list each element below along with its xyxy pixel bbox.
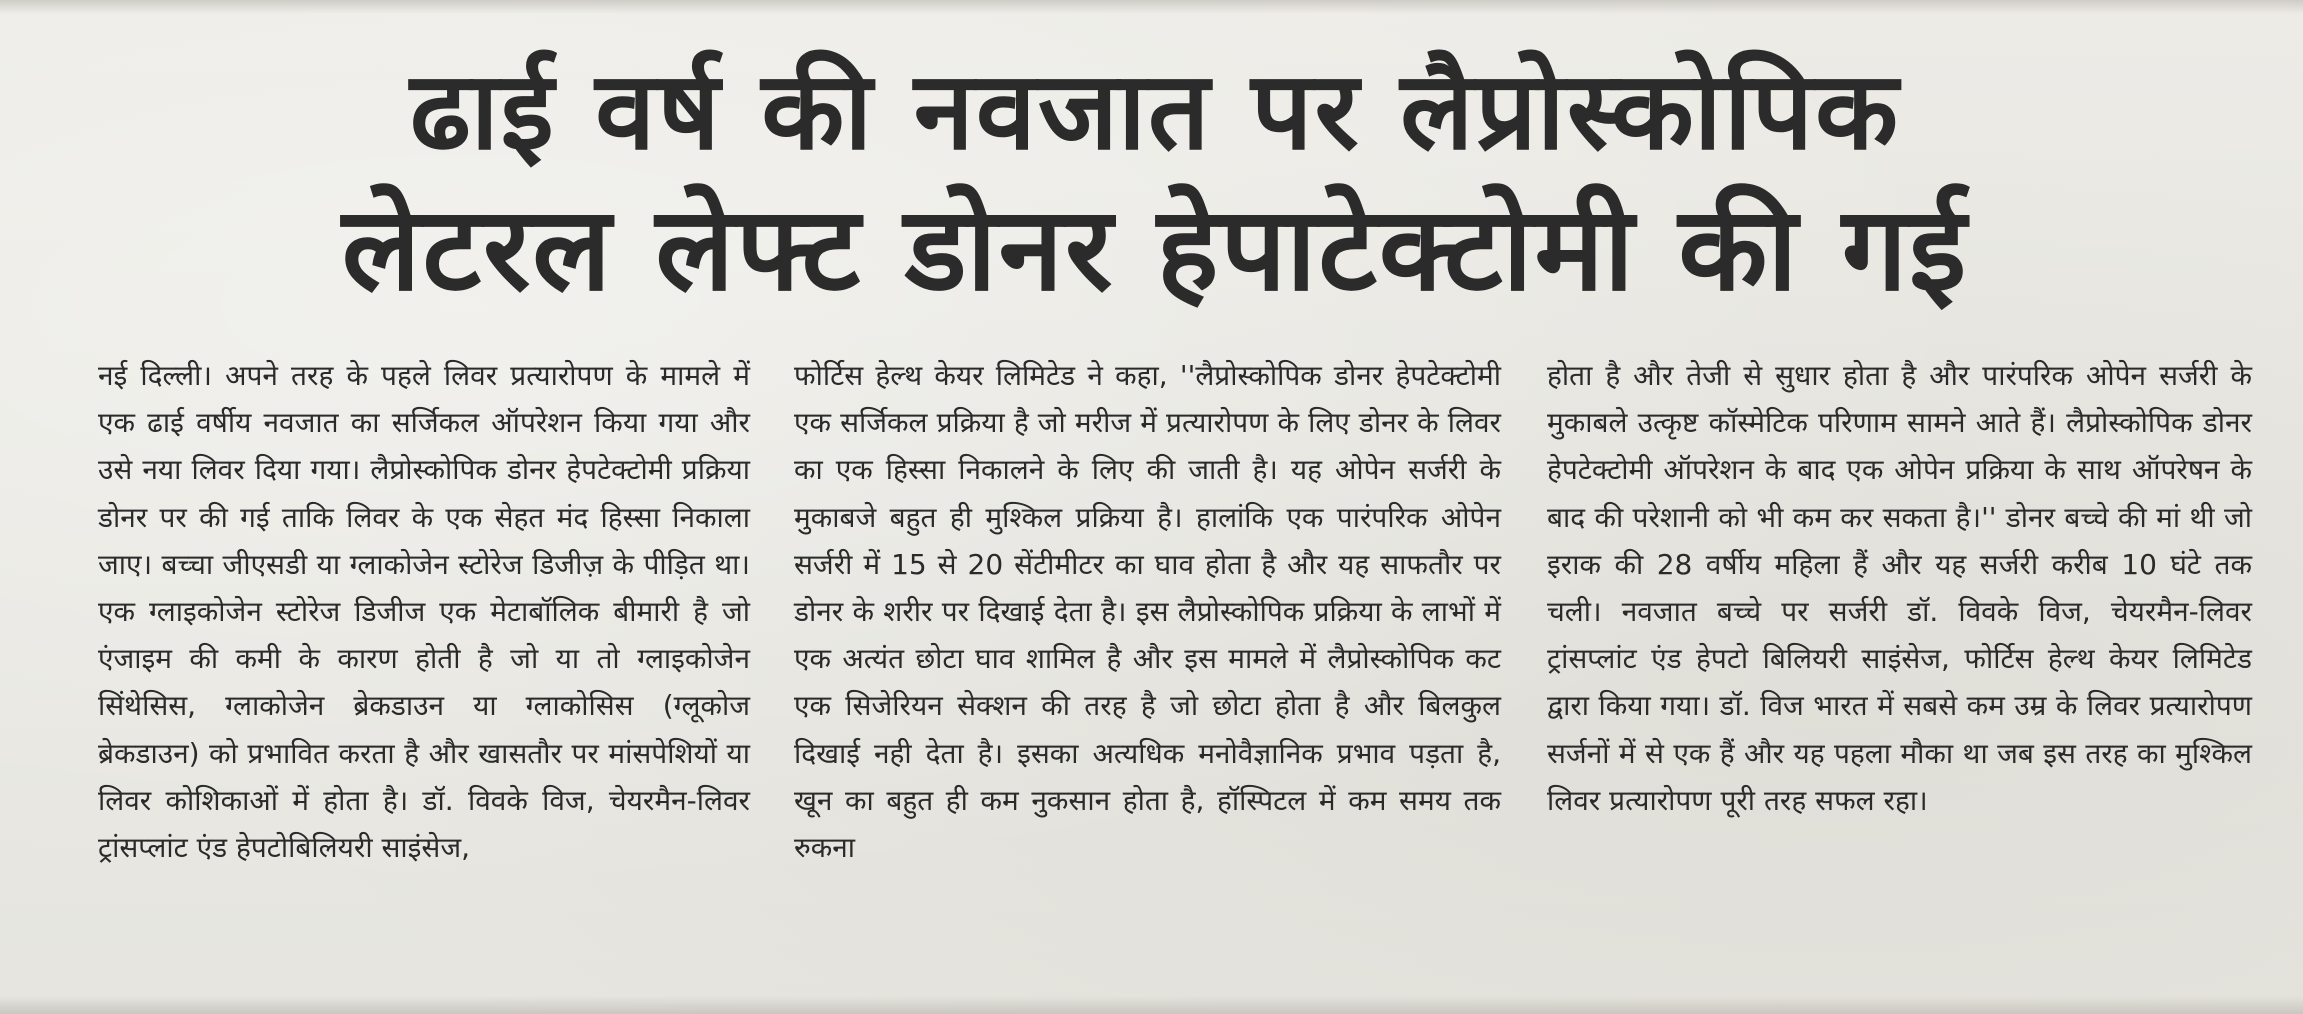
scan-bottom-edge [0,996,2303,1014]
article-column-1 [98,352,750,871]
column-3-text: होता है और तेजी से सुधार होता है और पारंपरिक ओपेन सर्जरी के मुकाबले उत्कृष्ट कॉस्मेटिक परिणाम सामने आते हैं। लैप्रोस्कोपिक डोनर हेपटेक्टोमी ऑपरेशन के बाद एक ओपेन प्रक्रिया के साथ ऑपरेषन के बाद की परेशानी को भी कम कर सकता है।'' डोनर बच्चे की मां थी जो इराक की 28 वर्षीय महिला हैं और यह सर्जरी करीब 10 घंटे तक चली। नवजात बच्चे पर सर्जरी डॉ. विवके विज, चेयरमैन-लिवर ट्रांसप्लांट एंड हेपटो बिलियरी साइंसेज, फोर्टिस हेल्थ केयर लिमिटेड द्वारा किया गया। डॉ. विज भारत में सबसे कम उम्र के लिवर प्रत्यारोपण सर्जनों में से एक हैं और यह पहला मौका था जब इस तरह का मुश्किल लिवर प्रत्यारोपण पूरी तरह सफल रहा। [1547,359,2252,817]
scan-top-edge [0,0,2303,14]
headline-line-1: ढाई वर्ष की नवजात पर लैप्रोस्कोपिक [409,49,1901,174]
column-1-text: नई दिल्ली। अपने तरह के पहले लिवर प्रत्यारोपण के मामले में एक ढाई वर्षीय नवजात का सर्जिकल ऑपरेशन किया गया और उसे नया लिवर दिया गया। लैप्रोस्कोपिक डोनर हेपटेक्टोमी प्रक्रिया डोनर पर की गई ताकि लिवर के एक सेहत मंद हिस्सा निकाला जाए। बच्चा जीएसडी या ग्लाकोजेन स्टोरेज डिजीज़ के पीड़ित था। एक ग्लाइकोजेन स्टोरेज डिजीज एक मेटाबॉलिक बीमारी है जो एंजाइम की कमी के कारण होती है जो या तो ग्लाइकोजेन सिंथेसिस, ग्लाकोजेन ब्रेकडाउन या ग्लाकोसिस (ग्लूकोज ब्रेकडाउन) को प्रभावित करता है और खासतौर पर मांसपेशियों या लिवर कोशिकाओं में होता है। डॉ. विवके विज, चेयरमैन-लिवर ट्रांसप्लांट एंड हेपटोबिलियरी साइंसेज, [98,359,750,865]
article-column-2 [794,352,1501,871]
article-column-3 [1547,352,2252,824]
headline-line-2: लेटरल लेफ्ट डोनर हेपाटेक्टोमी की गई [341,182,1969,317]
column-2-text: फोर्टिस हेल्थ केयर लिमिटेड ने कहा, ''लैप्रोस्कोपिक डोनर हेपटेक्टोमी एक सर्जिकल प्रक्रिया है जो मरीज में प्रत्यारोपण के लिए डोनर के लिवर का एक हिस्सा निकालने के लिए की जाती है। यह ओपेन सर्जरी के मुकाबजे बहुत ही मुश्किल प्रक्रिया है। हालांकि एक पारंपरिक ओपेन सर्जरी में 15 से 20 सेंटीमीटर का घाव होता है और यह साफतौर पर डोनर के शरीर पर दिखाई देता है। इस लैप्रोस्कोपिक प्रक्रिया के लाभों में एक अत्यंत छोटा घाव शामिल है और इस मामले में लैप्रोस्कोपिक कट एक सिजेरियन सेक्शन की तरह है जो छोटा होता है और बिलकुल दिखाई नही देता है। इसका अत्यधिक मनोवैज्ञानिक प्रभाव पड़ता है, खून का बहुत ही कम नुकसान होता है, हॉस्पिटल में कम समय तक रुकना [794,359,1501,865]
